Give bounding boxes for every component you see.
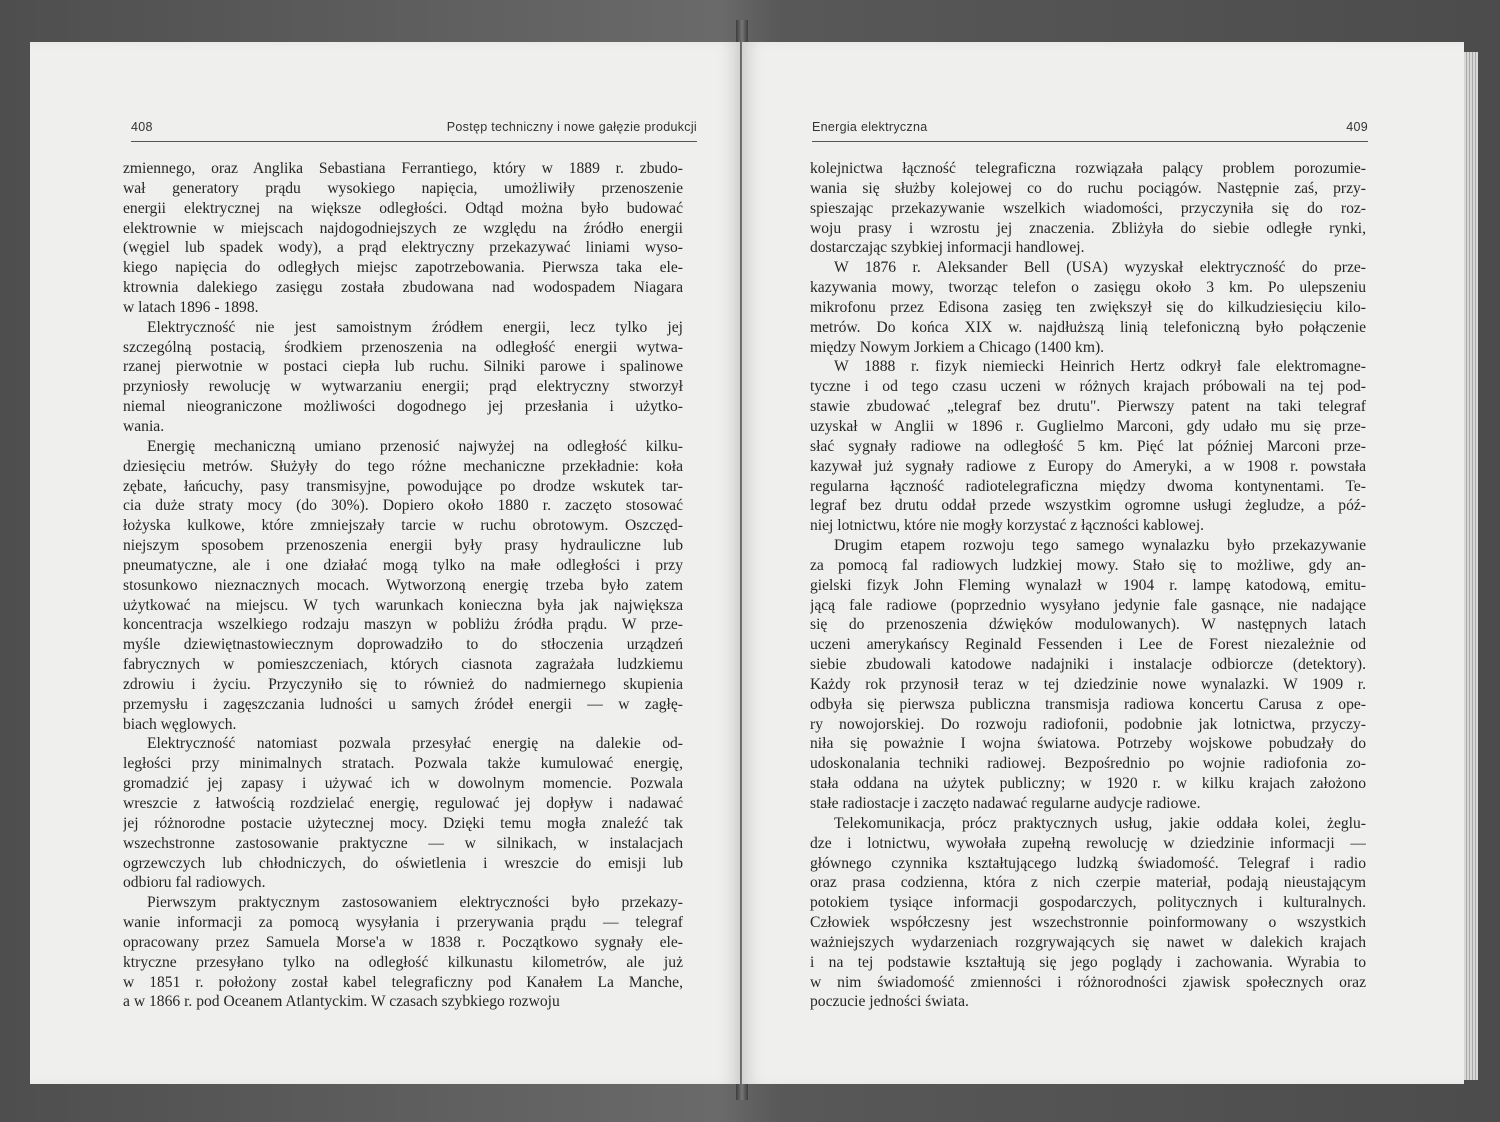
left-page-header [131,120,697,142]
running-head: Postęp techniczny i nowe gałęzie produkcji [446,120,697,134]
text-line: się do przenoszenia dźwięków modulowanych). W następnych latach [810,616,1366,634]
page-edges [1464,52,1478,1080]
text-line: kazywał już sygnały radiowe z Europy do Ameryki, a w 1908 r. powstała [810,457,1366,475]
text-line: oraz prasa codzienna, która z nich czerpie materiał, podają nieustającym [810,874,1366,892]
text-line: wania. [123,417,165,435]
text-line: Energię mechaniczną umiano przenosić najwyżej na odległość kilku- [147,437,683,455]
text-line: siebie zbudowali katodowe nadajniki i instalacje odbiorcze (detektory). [810,656,1366,674]
text-line: kiego napięcia do odległych miejsc zapotrzebowania. Pierwsza taka ele- [123,259,683,277]
text-line: zmiennego, oraz Anglika Sebastiana Ferrantiego, który w 1889 r. zbudo- [123,160,683,177]
text-line: niła się poważnie I wojna światowa. Potrzeby wojskowe pobudzały do [810,735,1366,753]
text-line: Elektryczność nie jest samoistnym źródłem energii, lecz tylko jej [147,318,683,336]
running-head: Energia elektryczna [812,120,928,134]
page-number: 409 [1346,120,1368,134]
text-line: w 1851 r. położony został kabel telegraficzny pod Kanałem La Manche, [123,973,683,991]
text-line: kolejnictwa łączność telegraficzna rozwiązała palący problem porozumie- [810,160,1366,177]
text-line: niemal nieograniczone możliwości dogodnego jej przesłania i użytko- [123,398,683,416]
text-line: cia duże straty mocy (do 30%). Dopiero około 1880 r. zaczęto stosować [123,497,683,515]
text-line: potokiem tysiące informacji gospodarczych, politycznych i kulturalnych. [810,894,1366,912]
text-line: spieszając przekazywanie wszelkich wiadomości, przyczyniła się do roz- [810,199,1366,217]
text-line: ogrzewczych lub chłodniczych, do oświetlenia i wreszcie do emisji lub [123,854,683,872]
text-line: uczeni amerykańscy Reginald Fessenden i Lee de Forest niezależnie od [810,636,1366,654]
text-line: opracowany przez Samuela Morse'a w 1838 r. Początkowo sygnały ele- [123,933,683,951]
text-line: stałe radiostacje i zaczęto nadawać regularne audycje radiowe. [810,795,1201,812]
text-line: między Nowym Jorkiem a Chicago (1400 km). [810,338,1105,356]
text-line: Każdy rok przynosił teraz w tej dziedzinie nowe wynalazki. W 1909 r. [810,675,1366,693]
right-page [742,42,1464,1084]
text-line: zdrowiu i życiu. Przyczyniło się to również do nadmiernego skupienia [123,675,683,693]
text-line: legraf bez drutu oddał przede wszystkim ogromne usługi żegludze, a póź- [810,497,1366,515]
text-line: szczególną postacią, środkiem przenoszenia na odległość energii wytwa- [123,338,683,356]
text-line: fabrycznych w pomieszczeniach, których ciasnota zagrażała ludzkiemu [123,656,683,674]
text-line: udoskonalania techniki radiowej. Bezpośrednio po wojnie radiofonia zo- [810,755,1366,773]
text-line: W 1876 r. Aleksander Bell (USA) wyzyskał elektryczność do prze- [834,259,1366,277]
text-line: biach węglowych. [123,715,237,733]
text-line: i na tej podstawie kształtują się jego poglądy i zachowania. Wyrabia to [810,953,1366,971]
text-line: energii elektrycznej na większe odległości. Odtąd można było budować [123,199,683,217]
text-line: odbyła się pierwsza publiczna transmisja radiowa koncertu Carusa z ope- [810,695,1366,713]
text-line: dostarczając szybkiej informacji handlowej. [810,239,1085,257]
text-line: ktryczne przesyłano tylko na odległość kilkunastu kilometrów, ale już [123,953,683,971]
text-line: słać sygnały radiowe na odległość 5 km. Pięć lat później Marconi prze- [810,437,1366,455]
text-line: dze i lotnictwu, wywołała zupełną rewolucję w dziedzinie informacji — [810,834,1366,852]
text-line: wania się służby kolejowej co do ruchu pociągów. Następnie zaś, przy- [810,179,1366,197]
text-line: gielski fizyk John Fleming wynalazł w 1904 r. lampę katodową, emitu- [810,576,1366,594]
right-page-header [812,120,1368,142]
text-line: niejszym sposobem przenoszenia energii były prasy hydrauliczne lub [123,537,683,555]
text-line: jej różnorodne postacie użytecznej mocy. Dzięki temu mogła znaleźć tak [123,814,683,832]
text-line: rzanej pierwotnie w postaci ciepła lub ruchu. Silniki parowe i spalinowe [123,358,683,376]
text-line: za pomocą fal radiowych ludzkiej mowy. Stało się to możliwe, gdy an- [810,556,1366,574]
text-line: ważniejszych wydarzeniach rozgrywających się nawet w dalekich krajach [810,933,1366,951]
text-line: uzyskał w Anglii w 1896 r. Guglielmo Marconi, gdy udało mu się prze- [810,417,1366,435]
text-line: jącą fale radiowe (poprzednio wysyłano jedynie fale gasnące, nie nadające [810,596,1366,614]
text-line: łożyska kulkowe, które zmniejszały tarcie w ruchu obrotowym. Oszczęd- [123,517,683,535]
text-line: ktrownia dalekiego zasięgu została zbudowana nad wodospadem Niagara [123,279,683,297]
text-line: odbioru fal radiowych. [123,874,266,892]
text-line: woju prasy i wzrostu jej znaczenia. Zbliżyła do siebie odległe rynki, [810,219,1366,237]
text-line: ległości przy minimalnych stratach. Pozwala także kumulować energię, [123,755,683,773]
text-line: koncentracja wszelkiego rodzaju maszyn w pobliżu źródła prądu. W prze- [123,616,683,634]
text-line: gromadzić jej zapasy i używać ich w dowolnym momencie. Pozwala [123,775,683,793]
text-line: wszechstronne zastosowanie praktyczne — w silnikach, w instalacjach [123,834,683,852]
text-line: w latach 1896 - 1898. [123,298,259,316]
text-line: dziesięciu metrów. Służyły do tego różne mechaniczne przekładnie: koła [123,457,683,475]
text-line: przemysłu i zagęszczania ludności u samych źródeł energii — w zagłę- [123,695,683,713]
text-line: głównego czynnika kształtującego ludzką świadomość. Telegraf i radio [810,854,1366,872]
text-line: stosunkowo nieznacznych mocach. Wytworzoną energię trzeba było zatem [123,576,683,594]
text-line: W 1888 r. fizyk niemiecki Heinrich Hertz odkrył fale elektromagne- [834,358,1366,376]
text-line: Człowiek współczesny jest wszechstronnie poinformowany o wszystkich [810,914,1366,932]
text-line: wreszcie z łatwością rozdzielać energię, regulować jej dopływ i nadawać [123,795,683,812]
text-line: Drugim etapem rozwoju tego samego wynalazku było przekazywanie [834,537,1366,555]
text-line: metrów. Do końca XIX w. najdłuższą linią telefoniczną było połączenie [810,318,1366,336]
text-line: wanie informacji za pomocą wysyłania i przerywania prądu — telegraf [123,914,683,932]
text-line: myśle dziewiętnastowiecznym doprowadziło to do stłoczenia urządzeń [123,636,683,654]
text-line: w nim świadomość zmienności i różnorodności zjawisk społecznych oraz [810,973,1366,991]
text-line: regularna łączność radiotelegraficzna między dwoma kontynentami. Te- [810,477,1366,495]
text-line: mikrofonu przez Edisona zasięg ten zwiększył się do kilkudziesięciu kilo- [810,298,1366,316]
text-line: pneumatyczne, ale i one działać mogą tylko na małe odległości i przy [123,556,683,574]
text-line: Pierwszym praktycznym zastosowaniem elektryczności było przekazy- [147,894,683,912]
text-line: ry nowojorskiej. Do rozwoju radiofonii, podobnie jak lotnictwa, przyczy- [810,715,1366,733]
text-line: tyczne i od tego czasu uczeni w różnych krajach próbowali na tej pod- [810,378,1366,396]
left-page-body [123,159,683,1012]
left-page [30,42,740,1084]
text-line: Elektryczność natomiast pozwala przesyłać energię na dalekie od- [147,735,683,753]
text-line: użytkować na miejscu. W tych warunkach konieczna była jak największa [123,596,683,614]
text-line: elektrownie w miejscach najdogodniejszych ze względu na źródło energii [123,219,683,237]
page-number: 408 [131,120,153,134]
text-line: a w 1866 r. pod Oceanem Atlantyckim. W czasach szybkiego rozwoju [123,993,560,1011]
text-line: wał generatory prądu wysokiego napięcia, umożliwiły przenoszenie [123,179,683,197]
text-line: kazywania mowy, tworząc telefon o zasięgu około 3 km. Po ulepszeniu [810,279,1366,297]
text-line: poczucie jedności świata. [810,993,969,1011]
text-line: stawie zbudować „telegraf bez drutu". Pierwszy patent na taki telegraf [810,398,1366,416]
text-line: zębate, łańcuchy, pasy transmisyjne, powodujące po drodze wskutek tar- [123,477,683,495]
right-page-body [810,159,1366,1012]
text-line: (węgiel lub spadek wody), a prąd elektryczny przekazywać liniami wyso- [123,239,683,257]
text-line: przyniosły rewolucję w wytwarzaniu energii; prąd elektryczny stworzył [123,378,683,396]
text-line: niej lotnictwu, które nie mogły korzystać z łączności kablowej. [810,517,1205,535]
text-line: stała oddana na użytek publiczny; w 1920 r. w kilku krajach założono [810,775,1366,793]
text-line: Telekomunikacja, prócz praktycznych usług, jakie oddała kolei, żeglu- [834,814,1366,832]
